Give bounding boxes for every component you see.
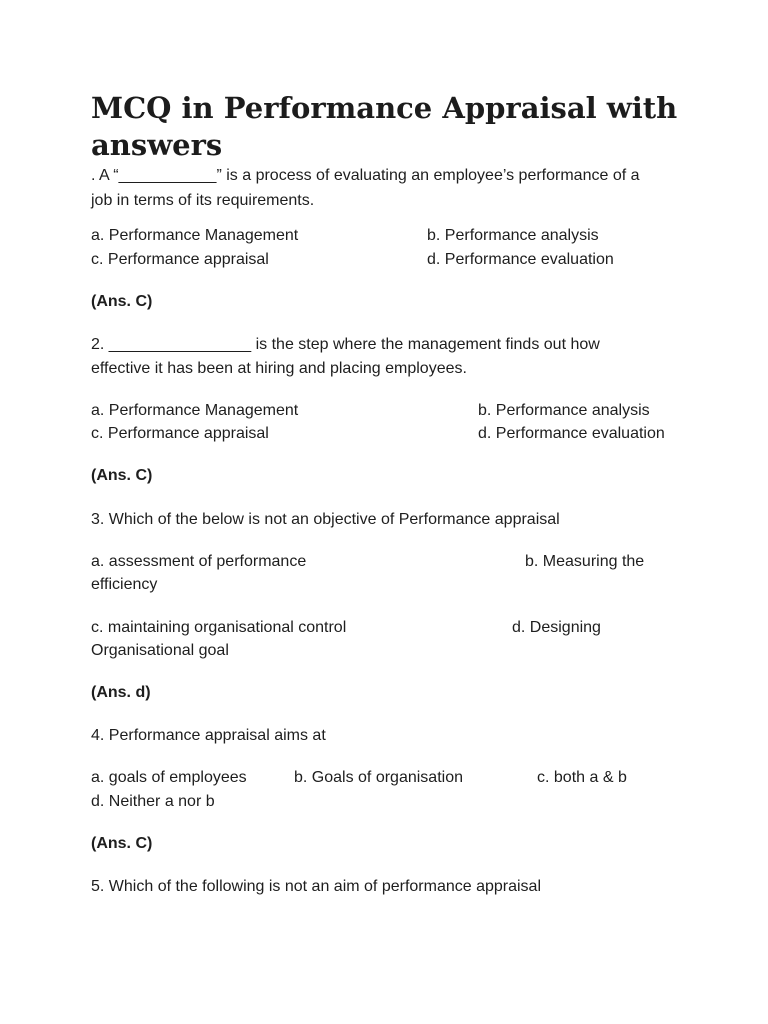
- question-2-option-a: a. Performance Management: [91, 402, 299, 419]
- question-4-stem: 4. Performance appraisal aims at: [91, 727, 326, 744]
- question-3-answer: (Ans. d): [91, 684, 151, 701]
- question-3-stem: 3. Which of the below is not an objective of Performance appraisal: [91, 511, 560, 528]
- question-3-option-c: c. maintaining organisational control: [91, 619, 347, 636]
- question-1-option-b: b. Performance analysis: [427, 227, 599, 244]
- question-1-stem-line-1: . A “___________” is a process of evaluating an employee’s performance of a: [91, 167, 640, 184]
- question-1-answer: (Ans. C): [91, 293, 153, 310]
- page-title-line-1: MCQ in Performance Appraisal with: [91, 91, 678, 125]
- question-2-stem-line-2: effective it has been at hiring and placing employees.: [91, 360, 467, 377]
- question-4-option-b: b. Goals of organisation: [294, 769, 463, 786]
- question-3-option-d: d. Designing: [512, 619, 601, 636]
- question-2-option-d: d. Performance evaluation: [478, 425, 665, 442]
- question-2-stem-line-1: 2. ________________ is the step where the management finds out how: [91, 336, 600, 353]
- question-4-option-d: d. Neither a nor b: [91, 793, 215, 810]
- question-1-option-c: c. Performance appraisal: [91, 251, 269, 268]
- question-3-option-b: b. Measuring the: [525, 553, 645, 570]
- question-3-option-b-continued: efficiency: [91, 576, 158, 593]
- question-4-option-c: c. both a & b: [537, 769, 627, 786]
- page-title: [91, 90, 691, 164]
- question-5-stem: 5. Which of the following is not an aim of performance appraisal: [91, 878, 542, 895]
- question-2-option-c: c. Performance appraisal: [91, 425, 269, 442]
- question-2-answer: (Ans. C): [91, 467, 153, 484]
- question-4-option-a: a. goals of employees: [91, 769, 247, 786]
- question-4-answer: (Ans. C): [91, 835, 153, 852]
- question-3-option-d-continued: Organisational goal: [91, 642, 229, 659]
- question-1-option-a: a. Performance Management: [91, 227, 299, 244]
- page-title-line-2: answers: [91, 128, 223, 162]
- question-3-option-a: a. assessment of performance: [91, 553, 307, 570]
- question-1-option-d: d. Performance evaluation: [427, 251, 614, 268]
- question-1-stem-line-2: job in terms of its requirements.: [91, 192, 315, 209]
- question-2-option-b: b. Performance analysis: [478, 402, 650, 419]
